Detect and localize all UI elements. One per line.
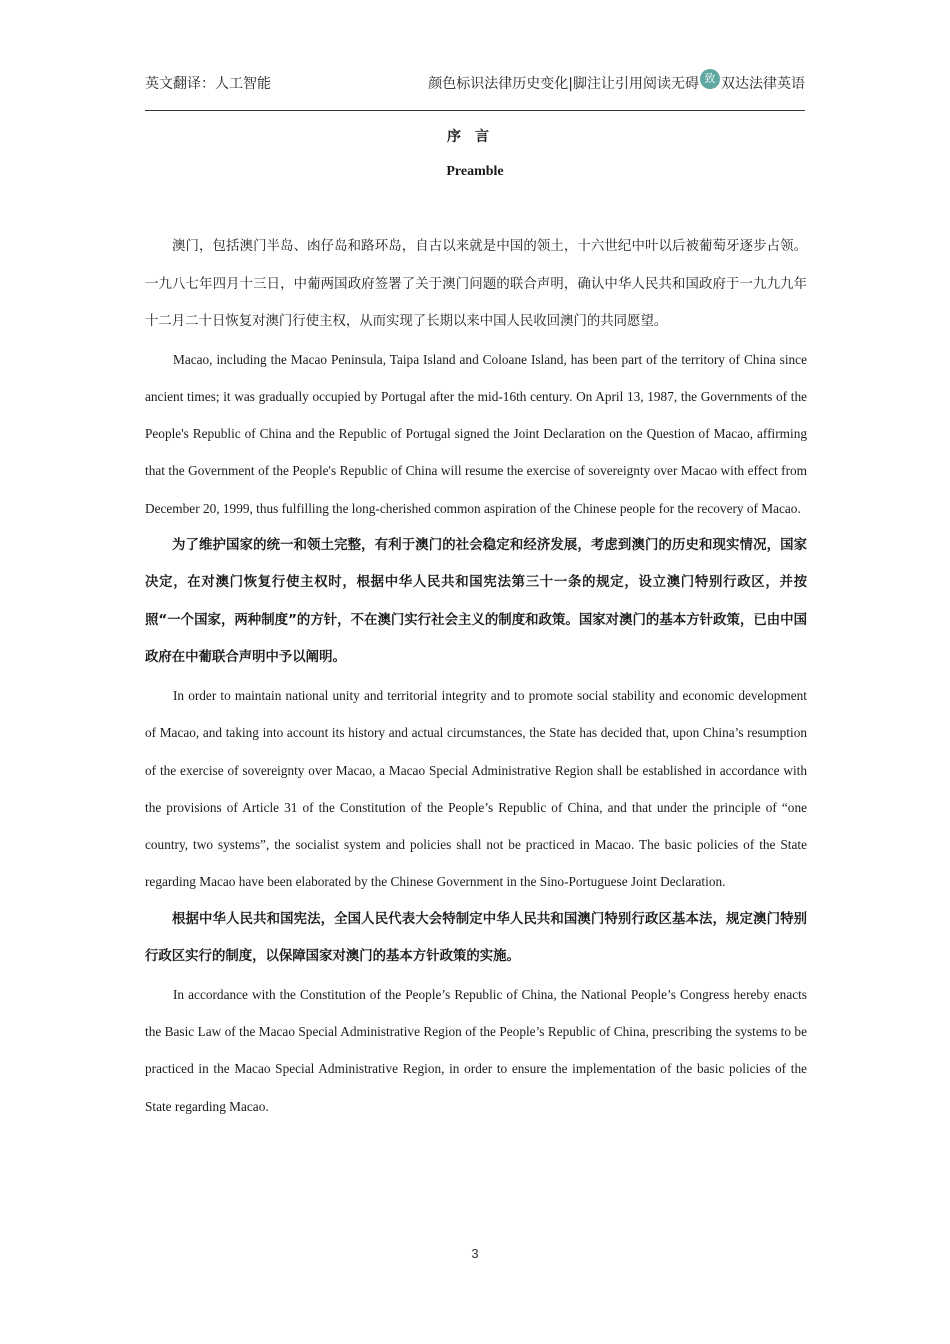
logo-icon: 致: [700, 69, 720, 89]
section-title-english: Preamble: [446, 164, 504, 179]
paragraph-cn-2: 为了维护国家的统一和领土完整，有利于澳门的社会稳定和经济发展，考虑到澳门的历史和现实情况，国家决定，在对澳门恢复行使主权时，根据中华人民共和国宪法第三十一条的规定，设立澳门特别行政区，并按照“一个国家，两种制度”的方针，不在澳门实行社会主义的制度和政策。国家对澳门的基本方针政策，已由中国政府在中葡联合声明中予以阐明。: [145, 537, 807, 666]
paragraph-en-1: Macao, including the Macao Peninsula, Taipa Island and Coloane Island, has been part of the territory of China since ancient times; it was gradually occupied by Portugal after the mid-16th century. On April 13, 1987, the Governments of the People's Republic of China and the Republic of Portugal signed the Joint Declaration on the Question of Macao, affirming that the Government of the People's Republic of China will resume the exercise of sovereignty over Macao with effect from December 20, 1999, thus fulfilling the long-cherished common aspiration of the Chinese people for the recovery of Macao.: [145, 351, 807, 516]
header-brand-text: 双达法律英语: [721, 76, 805, 92]
paragraph-en-2: In order to maintain national unity and territorial integrity and to promote social stability and economic development of Macao, and taking into account its history and actual circumstances, the State has decided that, upon China’s resumption of the exercise of sovereignty over Macao, a Macao Special Administrative Region shall be established in accordance with the provisions of Article 31 of the Constitution of the People’s Republic of China, and that under the principle of “one country, two systems”, the socialist system and policies shall not be practiced in Macao. The basic policies of the State regarding Macao have been elaborated by the Chinese Government in the Sino-Portuguese Joint Declaration.: [145, 687, 807, 890]
page-number: 3: [471, 1246, 479, 1261]
header-left-text: 英文翻译：人工智能: [145, 76, 271, 92]
header-divider: [145, 110, 805, 111]
paragraph-cn-3: 根据中华人民共和国宪法，全国人民代表大会特制定中华人民共和国澳门特别行政区基本法，规定澳门特别行政区实行的制度，以保障国家对澳门的基本方针政策的实施。: [145, 911, 807, 965]
document-body: [145, 228, 807, 1125]
header-right: [428, 73, 805, 93]
header-right-text: 颜色标识法律历史变化|脚注让引用阅读无碍: [428, 76, 699, 92]
section-title-chinese: 序言: [447, 129, 503, 145]
paragraph-cn-1: 澳门，包括澳门半岛、凼仔岛和路环岛，自古以来就是中国的领土，十六世纪中叶以后被葡萄牙逐步占领。一九八七年四月十三日，中葡两国政府签署了关于澳门问题的联合声明，确认中华人民共和国政府于一九九九年十二月二十日恢复对澳门行使主权，从而实现了长期以来中国人民收回澳门的共同愿望。: [145, 239, 807, 329]
paragraph-en-3: In accordance with the Constitution of the People’s Republic of China, the National People’s Congress hereby enacts the Basic Law of the Macao Special Administrative Region of the People’s Republic of China, prescribing the systems to be practiced in the Macao Special Administrative Region, in order to ensure the implementation of the basic policies of the State regarding Macao.: [145, 986, 807, 1114]
